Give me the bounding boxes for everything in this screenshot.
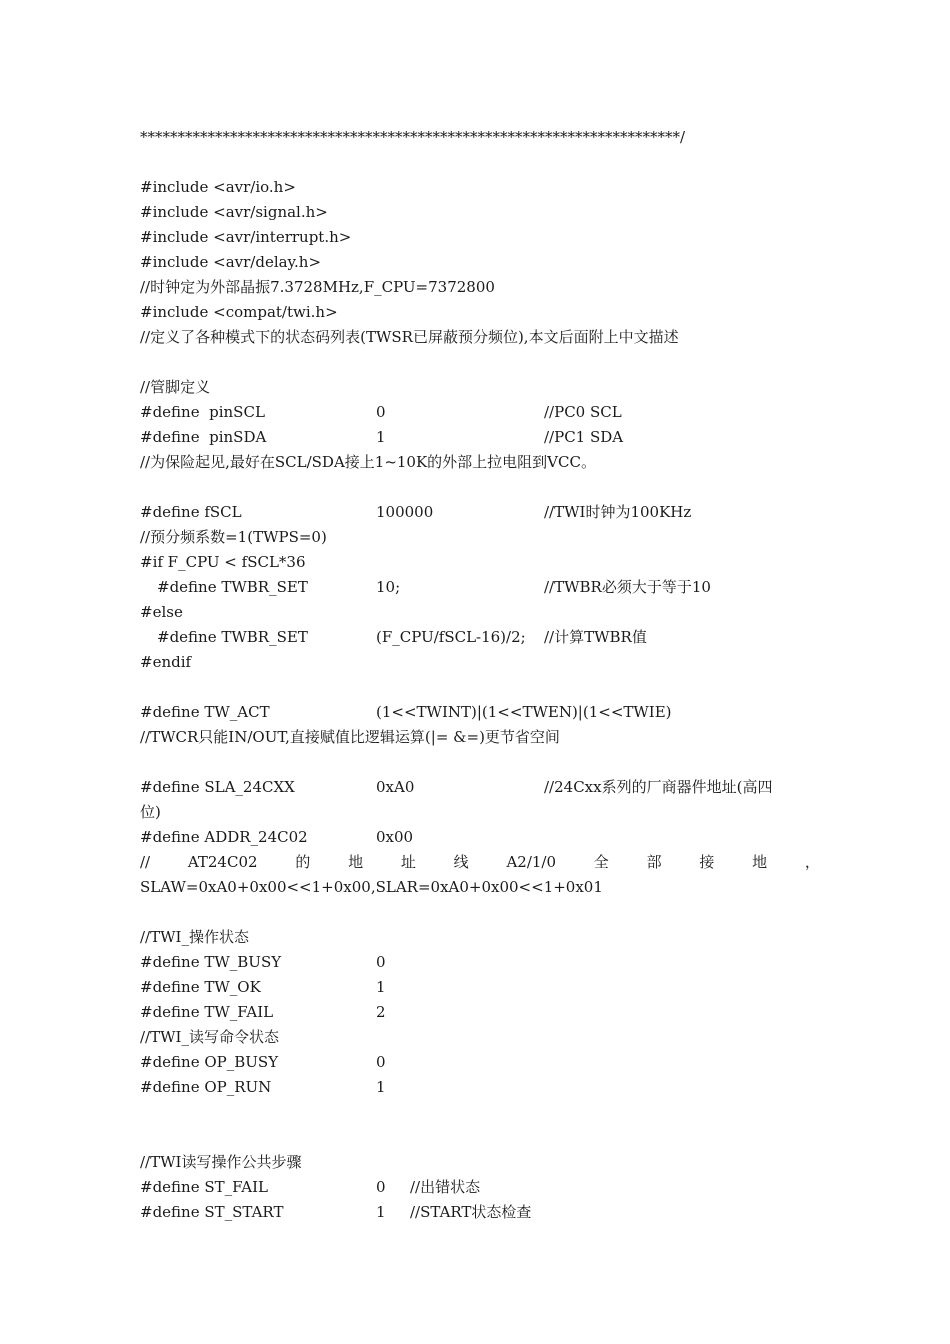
word: 全 [593, 853, 609, 871]
preprocessor-line [140, 550, 306, 575]
define-value: (F_CPU/fSCL-16)/2; [376, 628, 526, 646]
define-line [140, 500, 691, 525]
define-line [140, 1000, 386, 1025]
define-line [140, 625, 647, 650]
comment-line [140, 375, 210, 400]
define-line [140, 575, 711, 600]
justified-comment-line [140, 850, 820, 875]
word: AT24C02 [187, 853, 258, 871]
define-name: #define TW_FAIL [140, 1003, 274, 1021]
code-text: #else [140, 603, 183, 621]
code-text: SLAW=0xA0+0x00<<1+0x00,SLAR=0xA0+0x00<<1+0x01 [140, 878, 603, 896]
define-value: 2 [376, 1003, 386, 1021]
include-line [140, 200, 328, 225]
define-name: #define OP_RUN [140, 1078, 272, 1096]
code-text: #include <avr/interrupt.h> [140, 228, 352, 246]
define-line [140, 1075, 386, 1100]
word: A2/1/0 [506, 853, 557, 871]
define-name: #define ADDR_24C02 [140, 828, 308, 846]
define-value: 0 [376, 403, 386, 421]
code-text: #if F_CPU < fSCL*36 [140, 553, 306, 571]
define-value: 0 [376, 953, 386, 971]
define-name: #define OP_BUSY [140, 1053, 279, 1071]
code-text: //预分频系数=1(TWPS=0) [140, 528, 327, 546]
comment-line [140, 1150, 301, 1175]
define-line [140, 400, 622, 425]
define-line [140, 425, 623, 450]
code-text: //时钟定为外部晶振7.3728MHz,F_CPU=7372800 [140, 278, 495, 296]
include-line [140, 175, 296, 200]
define-line [140, 1050, 386, 1075]
define-comment: //24Cxx系列的厂商器件地址(高四 [544, 778, 773, 796]
code-text: //TWI读写操作公共步骤 [140, 1153, 302, 1171]
word: 的 [295, 853, 311, 871]
code-text: #include <compat/twi.h> [140, 303, 338, 321]
code-text: #include <avr/io.h> [140, 178, 296, 196]
define-value: 0 [376, 1178, 386, 1196]
comment-line [140, 725, 560, 750]
define-line [140, 950, 386, 975]
code-text: ************************************************************************/ [140, 128, 686, 146]
define-value: 1 [376, 1078, 386, 1096]
define-comment: //TWBR必须大于等于10 [544, 578, 711, 596]
code-text: #include <avr/signal.h> [140, 203, 328, 221]
define-name: #define pinSCL [140, 403, 265, 421]
word: 线 [453, 853, 469, 871]
define-value: 1 [376, 978, 386, 996]
define-line [140, 1200, 531, 1225]
comment-line [140, 450, 596, 475]
define-value: 0xA0 [376, 778, 415, 796]
code-text: //定义了各种模式下的状态码列表(TWSR已屏蔽预分频位),本文后面附上中文描述 [140, 328, 679, 346]
define-comment: //START状态检查 [410, 1203, 532, 1221]
include-line [140, 300, 338, 325]
define-comment: //TWI时钟为100KHz [544, 503, 692, 521]
continuation-line [140, 875, 603, 900]
define-name: #define TW_BUSY [140, 953, 282, 971]
define-line [140, 975, 386, 1000]
define-value: 0x00 [376, 828, 414, 846]
define-value: (1<<TWINT)|(1<<TWEN)|(1<<TWIE) [376, 703, 672, 721]
code-text: #endif [140, 653, 192, 671]
define-name: #define ST_FAIL [140, 1178, 268, 1196]
define-value: 1 [376, 428, 386, 446]
define-line [140, 1175, 480, 1200]
define-name: #define TW_ACT [140, 703, 270, 721]
define-value: 100000 [376, 503, 434, 521]
include-line [140, 225, 351, 250]
preprocessor-line [140, 650, 191, 675]
comment-line [140, 525, 327, 550]
word: // [140, 853, 151, 871]
define-line [140, 825, 413, 850]
define-comment: //出错状态 [410, 1178, 481, 1196]
code-text: //TWI_操作状态 [140, 928, 249, 946]
comment-line [140, 925, 249, 950]
define-value: 0 [376, 1053, 386, 1071]
code-text: //TWCR只能IN/OUT,直接赋值比逻辑运算(|= &=)更节省空间 [140, 728, 560, 746]
define-name: #define TWBR_SET [157, 628, 308, 646]
continuation-line [140, 800, 161, 825]
code-text: //TWI_读写命令状态 [140, 1028, 279, 1046]
define-name: #define pinSDA [140, 428, 267, 446]
comment-line [140, 325, 679, 350]
preprocessor-line [140, 600, 183, 625]
word: ， [804, 853, 820, 871]
code-text: 位) [140, 803, 161, 821]
comment-end-line [140, 125, 685, 150]
define-name: #define fSCL [140, 503, 242, 521]
define-value: 10; [376, 578, 401, 596]
define-comment: //PC0 SCL [544, 403, 622, 421]
define-comment: //PC1 SDA [544, 428, 624, 446]
define-comment: //计算TWBR值 [544, 628, 647, 646]
define-name: #define TW_OK [140, 978, 261, 996]
include-line [140, 250, 321, 275]
define-name: #define TWBR_SET [157, 578, 308, 596]
define-name: #define ST_START [140, 1203, 284, 1221]
define-name: #define SLA_24CXX [140, 778, 295, 796]
comment-line [140, 275, 495, 300]
word: 址 [400, 853, 416, 871]
comment-line [140, 1025, 279, 1050]
word: 地 [348, 853, 364, 871]
code-text: //管脚定义 [140, 378, 211, 396]
define-value: 1 [376, 1203, 386, 1221]
code-text: #include <avr/delay.h> [140, 253, 322, 271]
code-text: //为保险起见,最好在SCL/SDA接上1~10K的外部上拉电阻到VCC。 [140, 453, 596, 471]
word: 接 [699, 853, 715, 871]
word: 地 [752, 853, 768, 871]
define-line [140, 775, 772, 800]
define-line [140, 700, 672, 725]
word: 部 [646, 853, 662, 871]
